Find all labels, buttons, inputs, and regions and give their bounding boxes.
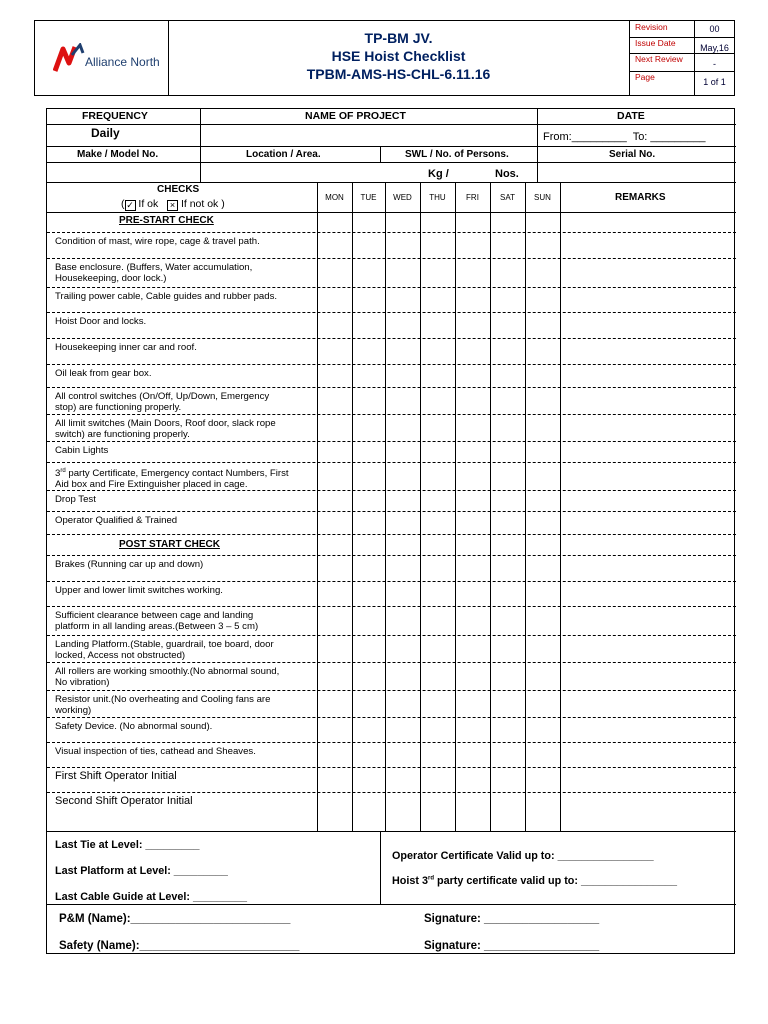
tick-cell[interactable] [353,743,384,766]
tick-cell[interactable] [318,768,351,791]
location-label: Location / Area. [246,149,321,160]
tick-cell[interactable] [491,365,524,386]
last-tie-field[interactable]: Last Tie at Level: _________ [55,839,200,851]
tick-cell[interactable] [353,768,384,791]
tick-cell[interactable] [386,442,419,461]
day-header-wed: WED [393,193,412,202]
tick-cell[interactable] [456,415,489,440]
remarks-cell[interactable] [561,512,735,533]
logo-cell [35,21,169,95]
tick-cell[interactable] [421,636,454,661]
tick-cell[interactable] [318,582,351,605]
tick-cell[interactable] [491,233,524,257]
pm-name-field[interactable]: P&M (Name):_________________________ [59,913,291,925]
day-header-fri: FRI [466,193,479,202]
tick-cell[interactable] [456,512,489,533]
tick-cell[interactable] [526,415,559,440]
tick-cell[interactable] [491,313,524,337]
tick-cell[interactable] [491,607,524,634]
project-label: NAME OF PROJECT [305,110,406,122]
hoist-cert-sup: rd [428,875,434,882]
check-item: Oil leak from gear box. [55,368,152,379]
tick-cell[interactable] [318,636,351,661]
tick-cell[interactable] [491,718,524,741]
tick-cell[interactable] [456,339,489,363]
remarks-cell[interactable] [561,288,735,311]
check-item: First Shift Operator Initial [55,770,177,782]
tick-cell[interactable] [386,313,419,337]
hoist-cert-suffix: party certificate valid up to: ________________ [434,875,678,887]
tick-cell[interactable] [421,442,454,461]
day-header-sat: SAT [500,193,515,202]
check-item: Landing Platform.(Stable, guardrail, toe board, door locked, Access not obstructed) [55,639,274,661]
tick-cell[interactable] [456,259,489,286]
tick-cell[interactable] [491,793,524,817]
tick-cell[interactable] [353,491,384,510]
tick-cell[interactable] [491,636,524,661]
checks-label: CHECKS [157,184,200,195]
meta-key: Page [629,71,695,95]
tick-cell[interactable] [421,288,454,311]
tick-cell[interactable] [386,582,419,605]
remarks-cell[interactable] [561,233,735,257]
serial-field[interactable] [538,163,734,181]
tick-cell[interactable] [353,607,384,634]
revision-table [629,21,734,95]
make-model-label: Make / Model No. [77,149,159,160]
day-header-sun: SUN [534,193,551,202]
meta-key: Issue Date [629,37,695,53]
remarks-label: REMARKS [615,192,666,203]
check-item: Housekeeping inner car and roof. [55,342,197,353]
tick-cell[interactable] [353,259,384,286]
tick-cell[interactable] [353,288,384,311]
tick-cell[interactable] [491,463,524,489]
tick-cell[interactable] [318,743,351,766]
meta-row-issue-date [629,37,734,54]
tick-cell[interactable] [456,313,489,337]
tick-cell[interactable] [526,463,559,489]
ordinal-suffix: rd [60,468,66,474]
tick-cell[interactable] [526,313,559,337]
remarks-cell[interactable] [561,313,735,337]
tick-cell[interactable] [421,743,454,766]
remarks-cell[interactable] [561,582,735,605]
meta-value: 00 [709,24,720,34]
tick-cell[interactable] [421,718,454,741]
location-field[interactable] [201,163,379,181]
tick-cell[interactable] [526,365,559,386]
tick-cell[interactable] [318,415,351,440]
tick-cell[interactable] [421,663,454,689]
check-item: Base enclosure. (Buffers, Water accumulation, Housekeeping, door lock.) [55,262,253,284]
check-item: Visual inspection of ties, cathead and Sheaves. [55,746,256,757]
remarks-cell[interactable] [561,365,735,386]
tick-cell[interactable] [456,718,489,741]
remarks-cell[interactable] [561,442,735,461]
pm-signature-field[interactable]: Signature: __________________ [424,913,600,925]
tick-cell[interactable] [386,743,419,766]
tick-cell[interactable] [526,793,559,817]
check-item: Brakes (Running car up and down) [55,559,204,570]
meta-value: 1 of 1 [703,77,726,87]
tick-cell[interactable] [456,636,489,661]
tick-cell[interactable] [526,233,559,257]
tick-cell[interactable] [456,365,489,386]
tick-cell[interactable] [386,512,419,533]
tick-cell[interactable] [526,556,559,580]
remarks-cell[interactable] [561,636,735,661]
tick-cell[interactable] [491,556,524,580]
day-header-tue: TUE [360,193,377,202]
tick-cell[interactable] [491,442,524,461]
tick-cell[interactable] [318,793,351,817]
tick-cell[interactable] [526,636,559,661]
tick-cell[interactable] [421,388,454,413]
tick-cell[interactable] [491,339,524,363]
tick-cell[interactable] [386,259,419,286]
tick-cell[interactable] [318,442,351,461]
check-item: Cabin Lights [55,445,109,456]
tick-cell[interactable] [386,463,419,489]
tick-cell[interactable] [526,768,559,791]
remarks-cell[interactable] [561,768,735,791]
tick-cell[interactable] [421,259,454,286]
tick-cell[interactable] [318,556,351,580]
meta-row-page [629,71,734,95]
frequency-label: FREQUENCY [82,110,148,122]
remarks-cell[interactable] [561,415,735,440]
tick-cell[interactable] [353,636,384,661]
check-item: Hoist Door and locks. [55,316,147,327]
remarks-cell[interactable] [561,607,735,634]
check-item-text: party Certificate, Emergency contact Numbers, First Aid box and Fire Extinguisher placed in cage. [55,468,289,491]
tick-cell[interactable] [456,607,489,634]
tick-cell[interactable] [353,313,384,337]
safety-name-field[interactable]: Safety (Name):_________________________ [59,940,300,952]
tick-cell[interactable] [318,607,351,634]
check-item: Operator Qualified & Trained [55,515,178,526]
date-range-field[interactable]: From:_________ To: _________ [543,131,706,143]
tick-cell[interactable] [421,582,454,605]
tick-cell[interactable] [386,491,419,510]
tick-cell[interactable] [421,463,454,489]
tick-cell[interactable] [353,582,384,605]
tick-cell[interactable] [386,607,419,634]
tick-cell[interactable] [421,556,454,580]
post-start-heading: POST START CHECK [119,539,220,550]
tick-cell[interactable] [421,339,454,363]
make-model-field[interactable] [48,163,199,181]
company-title: TP-BM JV. [364,30,433,46]
tick-cell[interactable] [491,512,524,533]
day-header-thu: THU [429,193,446,202]
tick-cell[interactable] [526,512,559,533]
tick-cell[interactable] [421,365,454,386]
remarks-cell[interactable] [561,793,735,817]
tick-cell[interactable] [456,743,489,766]
document-header [34,20,735,96]
tick-cell[interactable] [318,663,351,689]
legend-ok: If ok [135,198,159,210]
pre-start-heading: PRE-START CHECK [119,215,214,226]
tick-cell[interactable] [526,259,559,286]
tick-cell[interactable] [318,365,351,386]
checked-box-icon: ✓ [126,200,134,210]
remarks-cell[interactable] [561,743,735,766]
tick-cell[interactable] [456,768,489,791]
serial-label: Serial No. [609,149,656,160]
tick-cell[interactable] [456,691,489,716]
tick-cell[interactable] [456,288,489,311]
tick-cell[interactable] [491,388,524,413]
legend-not-ok: If not ok ) [178,198,225,210]
tick-cell[interactable] [318,463,351,489]
tick-cell[interactable] [386,339,419,363]
checklist-title: HSE Hoist Checklist [331,48,466,64]
tick-cell[interactable] [318,313,351,337]
tick-cell[interactable] [526,743,559,766]
meta-row-next-review [629,53,734,72]
tick-cell[interactable] [353,442,384,461]
tick-cell[interactable] [318,259,351,286]
nos-label: Nos. [495,168,519,180]
tick-cell[interactable] [526,442,559,461]
tick-cell[interactable] [318,339,351,363]
tick-cell[interactable] [353,339,384,363]
tick-cell[interactable] [491,259,524,286]
tick-cell[interactable] [526,388,559,413]
alliance-north-logo-icon [53,43,87,73]
tick-cell[interactable] [421,512,454,533]
tick-cell[interactable] [491,415,524,440]
hoist-cert-prefix: Hoist 3 [392,875,428,887]
remarks-cell[interactable] [561,556,735,580]
tick-cell[interactable] [386,388,419,413]
project-name-field[interactable] [201,125,536,145]
tick-cell[interactable] [318,491,351,510]
tick-cell[interactable] [491,288,524,311]
tick-cell[interactable] [386,415,419,440]
check-item: Resistor unit.(No overheating and Cooling fans are working) [55,694,271,716]
tick-cell[interactable] [491,768,524,791]
meta-key: Revision [629,21,695,37]
document-code: TPBM-AMS-HS-CHL-6.11.16 [306,66,491,82]
operator-certificate-field[interactable]: Operator Certificate Valid up to: ________________ [392,850,654,862]
check-item: Upper and lower limit switches working. [55,585,223,596]
tick-cell[interactable] [318,288,351,311]
check-item [55,466,310,490]
tick-cell[interactable] [491,491,524,510]
tick-cell[interactable] [318,691,351,716]
title-cell [168,21,630,95]
tick-cell[interactable] [318,718,351,741]
tick-cell[interactable] [353,415,384,440]
tick-cell[interactable] [526,339,559,363]
tick-cell[interactable] [526,718,559,741]
ordinal-number: 3 [55,468,61,480]
remarks-cell[interactable] [561,691,735,716]
tick-cell[interactable] [353,512,384,533]
tick-cell[interactable] [353,556,384,580]
remarks-cell[interactable] [561,388,735,413]
tick-cell[interactable] [386,288,419,311]
tick-cell[interactable] [421,768,454,791]
tick-cell[interactable] [353,663,384,689]
last-platform-field[interactable]: Last Platform at Level: _________ [55,865,228,877]
tick-cell[interactable] [456,442,489,461]
tick-cell[interactable] [318,388,351,413]
tick-cell[interactable] [456,663,489,689]
tick-cell[interactable] [526,607,559,634]
tick-cell[interactable] [421,491,454,510]
legend-paren: ( [121,198,125,210]
check-item: Sufficient clearance between cage and landing platform in all landing areas.(Between 3 – 5 cm) [55,610,259,632]
tick-cell[interactable] [491,743,524,766]
tick-cell[interactable] [386,636,419,661]
tick-cell[interactable] [526,491,559,510]
frequency-value: Daily [91,126,120,140]
tick-cell[interactable] [456,582,489,605]
check-item: All rollers are working smoothly.(No abnormal sound, No vibration) [55,666,280,688]
remarks-cell[interactable] [561,339,735,363]
tick-cell[interactable] [421,415,454,440]
tick-cell[interactable] [456,233,489,257]
tick-cell[interactable] [421,313,454,337]
logo-text: Alliance North [85,55,160,69]
safety-signature-field[interactable]: Signature: __________________ [424,940,600,952]
tick-cell[interactable] [491,691,524,716]
tick-cell[interactable] [386,556,419,580]
check-item: All limit switches (Main Doors, Roof door, slack rope switch) are functioning properly. [55,418,276,440]
swl-label: SWL / No. of Persons. [405,149,509,160]
check-item: Drop Test [55,494,96,505]
day-header-mon: MON [325,193,344,202]
remarks-cell[interactable] [561,718,735,741]
check-item: Trailing power cable, Cable guides and rubber pads. [55,291,278,302]
tick-cell[interactable] [526,288,559,311]
tick-cell[interactable] [386,365,419,386]
tick-cell[interactable] [386,768,419,791]
tick-cell[interactable] [353,365,384,386]
tick-cell[interactable] [318,233,351,257]
tick-cell[interactable] [421,793,454,817]
tick-cell[interactable] [353,463,384,489]
tick-cell[interactable] [526,691,559,716]
tick-cell[interactable] [386,718,419,741]
tick-cell[interactable] [526,663,559,689]
tick-cell[interactable] [421,233,454,257]
hoist-certificate-field[interactable] [392,875,677,887]
check-item: Second Shift Operator Initial [55,795,193,807]
check-item: Safety Device. (No abnormal sound). [55,721,213,732]
tick-cell[interactable] [353,793,384,817]
tick-cell[interactable] [491,582,524,605]
check-item: Condition of mast, wire rope, cage & travel path. [55,236,260,247]
tick-cell[interactable] [526,582,559,605]
tick-cell[interactable] [491,663,524,689]
meta-row-revision [629,21,734,38]
last-cable-guide-field[interactable]: Last Cable Guide at Level: _________ [55,891,248,903]
meta-value: - [713,59,716,69]
tick-cell[interactable] [421,691,454,716]
remarks-cell[interactable] [561,491,735,510]
tick-cell[interactable] [386,793,419,817]
tick-cell[interactable] [456,556,489,580]
meta-key: Next Review [629,53,695,71]
remarks-cell[interactable] [561,259,735,286]
kg-label: Kg / [428,168,449,180]
tick-cell[interactable] [456,793,489,817]
tick-cell[interactable] [353,718,384,741]
tick-cell[interactable] [353,691,384,716]
tick-cell[interactable] [386,663,419,689]
remarks-cell[interactable] [561,663,735,689]
remarks-cell[interactable] [561,463,735,489]
meta-value: May,16 [700,43,729,53]
tick-cell[interactable] [456,388,489,413]
tick-cell[interactable] [456,463,489,489]
checks-legend [121,198,225,211]
tick-cell[interactable] [353,233,384,257]
crossed-box-icon: × [167,200,178,211]
tick-cell[interactable] [456,491,489,510]
date-label: DATE [617,110,645,122]
tick-cell[interactable] [386,233,419,257]
tick-cell[interactable] [421,607,454,634]
check-item: All control switches (On/Off, Up/Down, Emergency stop) are functioning properly. [55,391,270,413]
tick-cell[interactable] [353,388,384,413]
tick-cell[interactable] [318,512,351,533]
tick-cell[interactable] [386,691,419,716]
checklist-form [46,108,735,954]
